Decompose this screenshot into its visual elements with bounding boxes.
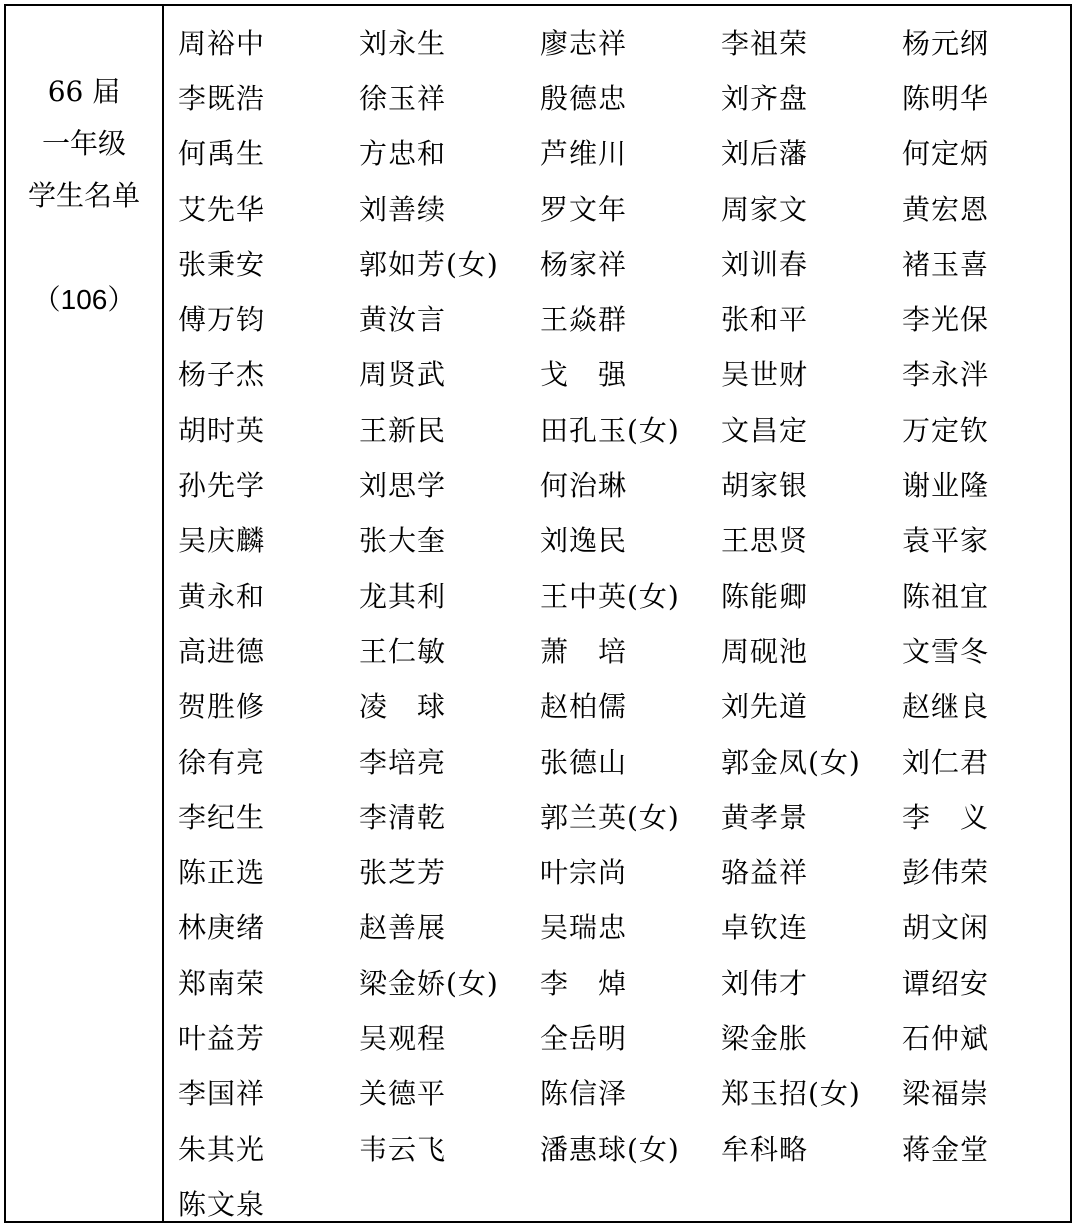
name-row bbox=[178, 401, 1077, 456]
student-name: 刘永生 bbox=[359, 26, 447, 60]
student-name: 李祖荣 bbox=[721, 26, 809, 60]
student-name: 胡文闲 bbox=[902, 911, 990, 945]
student-name: 彭伟荣 bbox=[902, 856, 990, 890]
student-name: 卓钦连 bbox=[721, 911, 809, 945]
student-name: 李永泮 bbox=[902, 358, 990, 392]
student-name: 徐玉祥 bbox=[359, 81, 447, 115]
student-name: 赵继良 bbox=[902, 690, 990, 724]
name-row bbox=[178, 843, 1077, 898]
student-name: 刘先道 bbox=[721, 690, 809, 724]
student-name: 梁金胀 bbox=[721, 1021, 809, 1055]
student-name: 胡家银 bbox=[721, 469, 809, 503]
student-name: 文昌定 bbox=[721, 413, 809, 447]
student-name: 石仲斌 bbox=[902, 1021, 990, 1055]
student-name: 李清乾 bbox=[359, 800, 447, 834]
student-name: 芦维川 bbox=[540, 137, 628, 171]
student-name: 褚玉喜 bbox=[902, 247, 990, 281]
student-name: 陈信泽 bbox=[540, 1077, 628, 1111]
student-list-table bbox=[4, 4, 1072, 1223]
student-name: 蒋金堂 bbox=[902, 1132, 990, 1166]
student-name: 万定钦 bbox=[902, 413, 990, 447]
name-row bbox=[178, 1120, 1077, 1175]
student-name: 张秉安 bbox=[178, 247, 266, 281]
student-name: 陈文泉 bbox=[178, 1187, 266, 1221]
student-name: 黄永和 bbox=[178, 579, 266, 613]
student-name: 罗文年 bbox=[540, 192, 628, 226]
name-row bbox=[178, 622, 1077, 677]
student-name: 吴世财 bbox=[721, 358, 809, 392]
name-row bbox=[178, 456, 1077, 511]
student-name: 刘伟才 bbox=[721, 966, 809, 1000]
name-row bbox=[178, 235, 1077, 290]
name-row bbox=[178, 733, 1077, 788]
name-row bbox=[178, 512, 1077, 567]
student-name: 吴瑞忠 bbox=[540, 911, 628, 945]
student-name: 贺胜修 bbox=[178, 690, 266, 724]
student-name: 陈祖宜 bbox=[902, 579, 990, 613]
class-label-line: 一年级 bbox=[41, 127, 126, 160]
student-name: 刘思学 bbox=[359, 469, 447, 503]
student-name: 周家文 bbox=[721, 192, 809, 226]
student-count: （106） bbox=[32, 284, 136, 315]
student-name: 孙先学 bbox=[178, 469, 266, 503]
student-name: 方忠和 bbox=[359, 137, 447, 171]
student-name: 陈正选 bbox=[178, 856, 266, 890]
name-row bbox=[178, 125, 1077, 180]
student-name: 张大奎 bbox=[359, 524, 447, 558]
student-name: 郑南荣 bbox=[178, 966, 266, 1000]
student-name: 李培亮 bbox=[359, 745, 447, 779]
student-name: 陈能卿 bbox=[721, 579, 809, 613]
student-name: 徐有亮 bbox=[178, 745, 266, 779]
name-row bbox=[178, 678, 1077, 733]
student-name: 何治琳 bbox=[540, 469, 628, 503]
student-name: 李纪生 bbox=[178, 800, 266, 834]
class-label-line: 66 届 bbox=[47, 75, 121, 108]
name-grid bbox=[178, 14, 1077, 1231]
student-name: 刘逸民 bbox=[540, 524, 628, 558]
student-name: 梁金娇(女) bbox=[359, 966, 499, 1000]
student-name: 周砚池 bbox=[721, 634, 809, 668]
student-name: 梁福崇 bbox=[902, 1077, 990, 1111]
student-name: 文雪冬 bbox=[902, 634, 990, 668]
student-name: 黄孝景 bbox=[721, 800, 809, 834]
student-name: 叶益芳 bbox=[178, 1021, 266, 1055]
student-name: 杨元纲 bbox=[902, 26, 990, 60]
student-name: 谭绍安 bbox=[902, 966, 990, 1000]
student-name: 黄宏恩 bbox=[902, 192, 990, 226]
student-name: 杨家祥 bbox=[540, 247, 628, 281]
student-name: 郑玉招(女) bbox=[721, 1077, 861, 1111]
student-name: 牟科略 bbox=[721, 1132, 809, 1166]
student-name: 周裕中 bbox=[178, 26, 266, 60]
name-row bbox=[178, 788, 1077, 843]
student-name: 王焱群 bbox=[540, 303, 628, 337]
student-name: 殷德忠 bbox=[540, 81, 628, 115]
student-name: 王新民 bbox=[359, 413, 447, 447]
student-name: 陈明华 bbox=[902, 81, 990, 115]
student-name: 张德山 bbox=[540, 745, 628, 779]
student-name: 关德平 bbox=[359, 1077, 447, 1111]
student-name: 袁平家 bbox=[902, 524, 990, 558]
class-label bbox=[6, 66, 162, 326]
student-name: 李光保 bbox=[902, 303, 990, 337]
student-name: 王仁敏 bbox=[359, 634, 447, 668]
name-row bbox=[178, 567, 1077, 622]
student-name: 郭如芳(女) bbox=[359, 247, 499, 281]
student-name: 龙其利 bbox=[359, 579, 447, 613]
student-name: 李 焯 bbox=[540, 966, 628, 1000]
student-name: 李 义 bbox=[902, 800, 990, 834]
column-divider bbox=[162, 6, 164, 1221]
student-name: 廖志祥 bbox=[540, 26, 628, 60]
name-row bbox=[178, 1175, 1077, 1230]
student-name: 张芝芳 bbox=[359, 856, 447, 890]
student-name: 戈 强 bbox=[540, 358, 628, 392]
student-name: 艾先华 bbox=[178, 192, 266, 226]
student-name: 吴庆麟 bbox=[178, 524, 266, 558]
name-row bbox=[178, 346, 1077, 401]
student-name: 刘训春 bbox=[721, 247, 809, 281]
name-row bbox=[178, 1009, 1077, 1064]
student-name: 傅万钧 bbox=[178, 303, 266, 337]
student-name: 刘齐盘 bbox=[721, 81, 809, 115]
student-name: 何定炳 bbox=[902, 137, 990, 171]
student-name: 周贤武 bbox=[359, 358, 447, 392]
student-name: 吴观程 bbox=[359, 1021, 447, 1055]
name-row bbox=[178, 954, 1077, 1009]
student-name: 凌 球 bbox=[359, 690, 447, 724]
class-label-line: 学生名单 bbox=[27, 179, 140, 212]
student-name: 何禹生 bbox=[178, 137, 266, 171]
student-name: 朱其光 bbox=[178, 1132, 266, 1166]
student-name: 郭金凤(女) bbox=[721, 745, 861, 779]
student-name: 刘仁君 bbox=[902, 745, 990, 779]
student-name: 刘后藩 bbox=[721, 137, 809, 171]
student-name: 萧 培 bbox=[540, 634, 628, 668]
student-name: 赵善展 bbox=[359, 911, 447, 945]
student-name: 张和平 bbox=[721, 303, 809, 337]
student-name: 李既浩 bbox=[178, 81, 266, 115]
name-row bbox=[178, 1065, 1077, 1120]
student-name: 谢业隆 bbox=[902, 469, 990, 503]
student-name: 郭兰英(女) bbox=[540, 800, 680, 834]
name-row bbox=[178, 14, 1077, 69]
name-row bbox=[178, 180, 1077, 235]
student-name: 王中英(女) bbox=[540, 579, 680, 613]
student-name: 赵柏儒 bbox=[540, 690, 628, 724]
student-name: 林庚绪 bbox=[178, 911, 266, 945]
student-name: 骆益祥 bbox=[721, 856, 809, 890]
student-name: 王思贤 bbox=[721, 524, 809, 558]
student-name: 刘善续 bbox=[359, 192, 447, 226]
name-row bbox=[178, 69, 1077, 124]
name-row bbox=[178, 899, 1077, 954]
student-name: 杨子杰 bbox=[178, 358, 266, 392]
student-name: 潘惠球(女) bbox=[540, 1132, 680, 1166]
student-name: 叶宗尚 bbox=[540, 856, 628, 890]
student-name: 黄汝言 bbox=[359, 303, 447, 337]
student-name: 李国祥 bbox=[178, 1077, 266, 1111]
student-name: 全岳明 bbox=[540, 1021, 628, 1055]
student-name: 高进德 bbox=[178, 634, 266, 668]
student-name: 胡时英 bbox=[178, 413, 266, 447]
student-name: 韦云飞 bbox=[359, 1132, 447, 1166]
student-name: 田孔玉(女) bbox=[540, 413, 680, 447]
name-row bbox=[178, 290, 1077, 345]
